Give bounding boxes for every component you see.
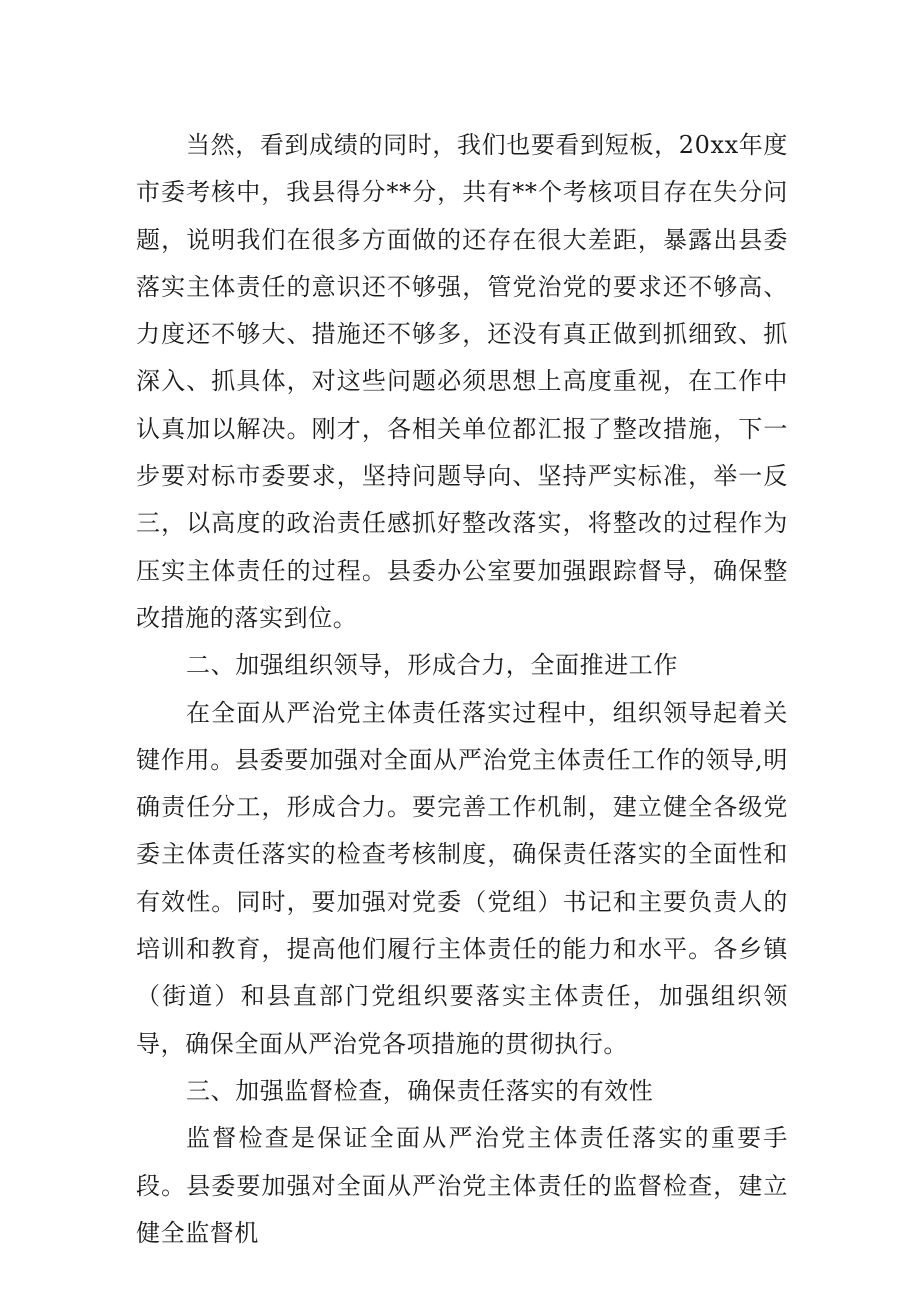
section-heading-two: 二、加强组织领导，形成合力，全面推进工作	[186, 651, 678, 680]
section-heading-three: 三、加强监督检查，确保责任落实的有效性	[186, 1076, 654, 1105]
paragraph-organization-leadership: 在全面从严治党主体责任落实过程中，组织领导起着关键作用。县委要加强对全面从严治党主体责任工作的领导,明确责任分工，形成合力。要完善工作机制，建立健全各级党委主体责任落实的检查考核制度，确保责任落实的全面性和有效性。同时，要加强对党委（党组）书记和主要负责人的培训和教育，提高他们履行主体责任的能力和水平。各乡镇（街道）和县直部门党组织要落实主体责任，加强组织领导，确保全面从严治党各项措施的贯彻执行。	[136, 698, 788, 1058]
document-body	[136, 122, 788, 1257]
paragraph-shortcomings: 当然，看到成绩的同时，我们也要看到短板，20xx年度市委考核中，我县得分**分，共有**个考核项目存在失分问题，说明我们在很多方面做的还存在很大差距，暴露出县委落实主体责任的意识还不够强，管党治党的要求还不够高、力度还不够大、措施还不够多，还没有真正做到抓细致、抓深入、抓具体，对这些问题必须思想上高度重视，在工作中认真加以解决。刚才，各相关单位都汇报了整改措施，下一步要对标市委要求，坚持问题导向、坚持严实标准，举一反三，以高度的政治责任感抓好整改落实，将整改的过程作为压实主体责任的过程。县委办公室要加强跟踪督导，确保整改措施的落实到位。	[136, 131, 788, 632]
paragraph-supervision: 监督检查是保证全面从严治党主体责任落实的重要手段。县委要加强对全面从严治党主体责任的监督检查，建立健全监督机	[136, 1124, 788, 1247]
